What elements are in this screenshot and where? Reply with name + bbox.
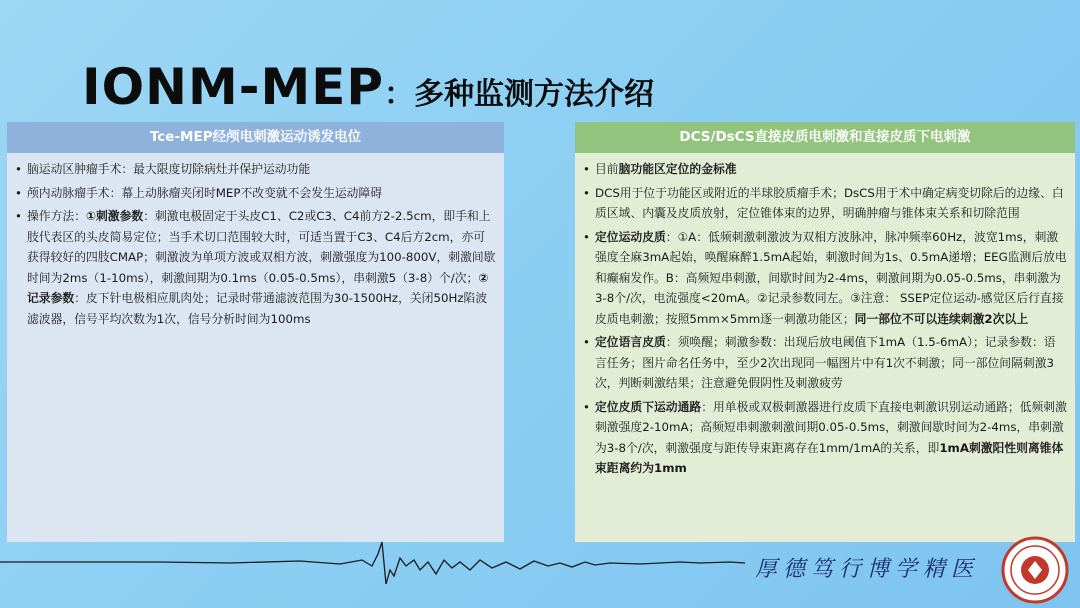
school-motto: 厚德笃行博学精医 <box>755 557 980 582</box>
list-item <box>15 159 496 180</box>
language-cortex-text: ：须唤醒；刺激参数：出现后放电阈值下1mA（1.5-6mA）；记录参数：语言任务；图片命名任务中，至少2次出现同一幅图片中有1次不刺激；同一部位间隔刺激3次，判断刺激结果；注意避免假阴性及刺激疲劳 <box>595 335 1056 390</box>
bullet-icon: • <box>583 399 590 414</box>
bullet-icon: • <box>583 335 590 349</box>
hospital-logo-icon <box>1000 535 1070 605</box>
bullet-icon: • <box>15 209 22 223</box>
stim-param-text: ：刺激电极固定于头皮C1、C2或C3、C4前方2-2.5cm，即手和上肢代表区的头皮简易定位；当手术切口范围较大时，可适当置于C3、C4后方2cm，亦可获得较好的四肢CMAP；刺激波为单项方波或双相方波，刺激强度为100-800V，刺激间歇时间为2ms（1-10ms），刺激间期为0.1ms（0.05-0.5ms），串刺激5（3-8）个/次； <box>27 209 496 285</box>
title-main: IONM-MEP <box>82 58 385 116</box>
subcortical-text: ：用单极或双极刺激器进行皮质下直接电刺激识别运动通路；低频刺激刺激强度2-10mA；高频短串刺激刺激间期0.05-0.5ms，刺激间歇时间为2-4ms，串刺激为3-8个/次，刺激强度与距传导束距离存在1mm/1mA的关系，即 <box>595 399 1067 455</box>
list-item <box>583 332 1067 394</box>
list-item <box>583 397 1067 479</box>
gold-standard-text: 脑功能区定位的金标准 <box>618 162 737 176</box>
slide-title <box>82 58 654 116</box>
title-sub: ：多种监测方法介绍 <box>384 77 655 112</box>
subcortical-label: 定位皮质下运动通路 <box>595 399 702 414</box>
list-item <box>583 227 1067 330</box>
list-item <box>583 183 1067 224</box>
list-item <box>15 183 496 204</box>
motor-cortex-warning: 同一部位不可以连续刺激2次以上 <box>854 311 1028 326</box>
motor-cortex-label: 定位运动皮质 <box>595 229 666 244</box>
dcs-body <box>575 153 1075 542</box>
item-text: 颅内动脉瘤手术：幕上动脉瘤夹闭时MEP不改变就不会发生运动障碍 <box>27 185 383 200</box>
bullet-icon: • <box>583 162 590 176</box>
item-text: 脑运动区肿瘤手术：最大限度切除病灶并保护运动功能 <box>27 162 311 176</box>
method-lead: 操作方法： <box>27 209 86 223</box>
dcs-panel <box>575 122 1075 542</box>
bullet-icon: • <box>15 185 22 200</box>
record-param-text: ：皮下针电极相应肌肉处；记录时带通滤波范围为30-1500Hz，关闭50Hz陷波滤波器，信号平均次数为1次，信号分析时间为100ms <box>27 291 488 326</box>
subcortical-conclusion: 1mA刺激阳性则离锥体束距离约为1mm <box>595 440 1064 475</box>
motor-cortex-text: ：①A：低频刺激刺激波为双相方波脉冲，脉冲频率60Hz，波宽1ms，刺激强度全麻3mA起始，唤醒麻醉1.5mA起始，刺激时间为1s、0.5mA递增；EEG监测后放电和癫痫发作。B：高频短串刺激，间歇时间为2-4ms，刺激间期为0.05-0.5ms，串刺激为3-8个/次，电流强度<20mA。②记录参数同左。③注意： SSEP定位运动-感觉区后行直接皮质电刺激；按照5mm×5mm逐一刺激功能区； <box>595 229 1067 326</box>
tce-mep-body <box>7 153 504 542</box>
bullet-icon: • <box>15 162 22 176</box>
dcs-header: DCS/DsCS直接皮质电刺激和直接皮质下电刺激 <box>575 122 1075 153</box>
record-param-label: ②记录参数 <box>27 270 489 305</box>
tce-mep-header: Tce-MEP经颅电刺激运动诱发电位 <box>7 122 504 153</box>
stim-param-label: ①刺激参数 <box>86 209 144 223</box>
item-text: DCS用于位于功能区或附近的半球胶质瘤手术；DsCS用于术中确定病变切除后的边缘、白质区域、内囊及皮质放射，定位锥体束的边界，明确肿瘤与锥体束关系和切除范围 <box>595 185 1064 220</box>
list-item <box>15 206 496 329</box>
bullet-icon: • <box>583 229 590 244</box>
item-lead: 目前 <box>595 162 619 176</box>
language-cortex-label: 定位语言皮质 <box>595 335 666 349</box>
bullet-icon: • <box>583 185 590 200</box>
tce-mep-panel <box>7 122 504 542</box>
list-item <box>583 159 1067 180</box>
